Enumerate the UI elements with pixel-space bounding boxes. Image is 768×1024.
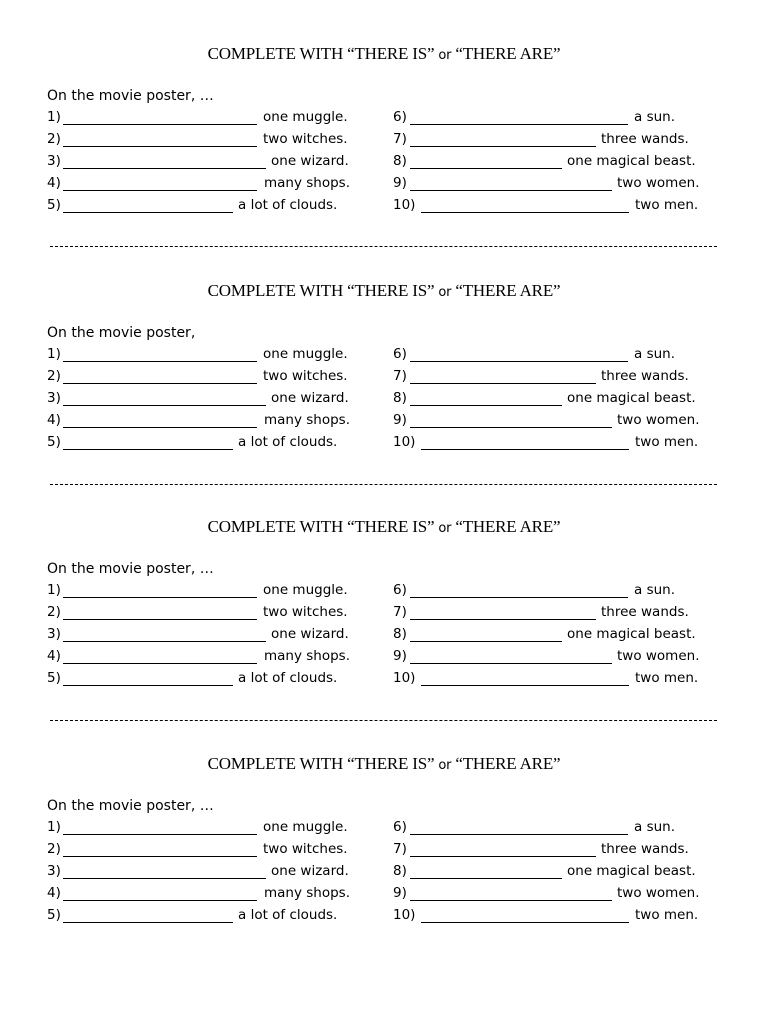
title-there-is: COMPLETE WITH “THERE IS”: [207, 281, 435, 300]
item-number: 3): [47, 863, 61, 879]
item-number: 7): [393, 131, 407, 147]
section-intro: On the movie poster,: [47, 325, 196, 341]
item-text: two men.: [635, 434, 699, 450]
title-there-are: “THERE ARE”: [455, 517, 561, 536]
exercise-item: [0, 648, 768, 668]
item-text: a lot of clouds.: [238, 670, 338, 686]
answer-blank[interactable]: [410, 131, 596, 147]
item-number: 4): [47, 885, 61, 901]
answer-blank[interactable]: [410, 648, 612, 664]
item-number: 7): [393, 604, 407, 620]
title-there-is: COMPLETE WITH “THERE IS”: [207, 44, 435, 63]
item-number: 5): [47, 434, 61, 450]
item-text: a lot of clouds.: [238, 197, 338, 213]
answer-blank[interactable]: [421, 434, 629, 450]
answer-blank[interactable]: [410, 412, 612, 428]
exercise-item: [0, 626, 768, 646]
exercise-item: [0, 412, 768, 432]
answer-blank[interactable]: [421, 670, 629, 686]
title-or: or: [438, 521, 452, 536]
item-text: one muggle.: [263, 346, 348, 362]
item-text: a sun.: [634, 109, 676, 125]
item-text: one muggle.: [263, 109, 348, 125]
item-text: two men.: [635, 670, 699, 686]
item-number: 1): [47, 582, 61, 598]
exercise-item: [0, 885, 768, 905]
exercise-item: [0, 109, 768, 129]
item-text: two women.: [617, 175, 700, 191]
answer-blank[interactable]: [410, 153, 562, 169]
title-or: or: [438, 758, 452, 773]
item-number: 3): [47, 153, 61, 169]
item-text: a lot of clouds.: [238, 907, 338, 923]
answer-blank[interactable]: [410, 175, 612, 191]
exercise-item: [0, 368, 768, 388]
title-there-are: “THERE ARE”: [455, 281, 561, 300]
exercise-item: [0, 197, 768, 217]
answer-blank[interactable]: [410, 841, 596, 857]
item-number: 10): [393, 907, 416, 923]
item-number: 1): [47, 109, 61, 125]
item-text: two witches.: [263, 131, 348, 147]
answer-blank[interactable]: [421, 907, 629, 923]
section-intro: On the movie poster, …: [47, 798, 214, 814]
item-number: 10): [393, 197, 416, 213]
item-text: one magical beast.: [567, 863, 696, 879]
item-text: three wands.: [601, 604, 689, 620]
title-there-are: “THERE ARE”: [455, 44, 561, 63]
section-title: [0, 44, 768, 64]
item-text: one muggle.: [263, 582, 348, 598]
item-text: two witches.: [263, 368, 348, 384]
item-text: many shops.: [264, 175, 351, 191]
section-title: [0, 754, 768, 774]
item-text: two witches.: [263, 841, 348, 857]
item-text: two women.: [617, 412, 700, 428]
item-number: 5): [47, 197, 61, 213]
answer-blank[interactable]: [410, 368, 596, 384]
answer-blank[interactable]: [410, 885, 612, 901]
item-number: 4): [47, 648, 61, 664]
item-text: one wizard.: [271, 390, 349, 406]
item-text: many shops.: [264, 885, 351, 901]
item-number: 3): [47, 626, 61, 642]
item-text: one wizard.: [271, 153, 349, 169]
exercise-item: [0, 604, 768, 624]
exercise-item: [0, 841, 768, 861]
item-number: 2): [47, 368, 61, 384]
item-number: 9): [393, 648, 407, 664]
item-text: one wizard.: [271, 626, 349, 642]
item-text: one muggle.: [263, 819, 348, 835]
item-number: 5): [47, 670, 61, 686]
item-number: 10): [393, 670, 416, 686]
item-text: two women.: [617, 648, 700, 664]
answer-blank[interactable]: [410, 626, 562, 642]
item-text: two men.: [635, 907, 699, 923]
item-number: 1): [47, 346, 61, 362]
item-number: 8): [393, 153, 407, 169]
dashed-separator: [50, 720, 717, 721]
item-number: 9): [393, 175, 407, 191]
item-number: 2): [47, 841, 61, 857]
item-text: many shops.: [264, 412, 351, 428]
item-number: 10): [393, 434, 416, 450]
answer-blank[interactable]: [410, 604, 596, 620]
exercise-item: [0, 582, 768, 602]
item-number: 8): [393, 626, 407, 642]
item-number: 7): [393, 368, 407, 384]
title-or: or: [438, 48, 452, 63]
item-number: 5): [47, 907, 61, 923]
item-text: three wands.: [601, 368, 689, 384]
answer-blank[interactable]: [410, 109, 628, 125]
item-number: 3): [47, 390, 61, 406]
answer-blank[interactable]: [421, 197, 629, 213]
section-title: [0, 281, 768, 301]
item-text: many shops.: [264, 648, 351, 664]
item-number: 6): [393, 582, 407, 598]
item-number: 2): [47, 604, 61, 620]
answer-blank[interactable]: [410, 582, 628, 598]
section-intro: On the movie poster, …: [47, 88, 214, 104]
item-text: a sun.: [634, 346, 676, 362]
item-text: two witches.: [263, 604, 348, 620]
item-number: 6): [393, 819, 407, 835]
item-number: 9): [393, 885, 407, 901]
item-text: two men.: [635, 197, 699, 213]
exercise-item: [0, 819, 768, 839]
item-text: three wands.: [601, 841, 689, 857]
title-there-is: COMPLETE WITH “THERE IS”: [207, 517, 435, 536]
exercise-item: [0, 907, 768, 927]
item-text: one wizard.: [271, 863, 349, 879]
item-text: one magical beast.: [567, 390, 696, 406]
answer-blank[interactable]: [410, 863, 562, 879]
dashed-separator: [50, 484, 717, 485]
item-text: a sun.: [634, 819, 676, 835]
item-text: a lot of clouds.: [238, 434, 338, 450]
title-there-are: “THERE ARE”: [455, 754, 561, 773]
item-number: 6): [393, 109, 407, 125]
section-intro: On the movie poster, …: [47, 561, 214, 577]
item-number: 7): [393, 841, 407, 857]
exercise-item: [0, 863, 768, 883]
item-number: 6): [393, 346, 407, 362]
answer-blank[interactable]: [410, 346, 628, 362]
item-text: a sun.: [634, 582, 676, 598]
dashed-separator: [50, 246, 717, 247]
exercise-item: [0, 153, 768, 173]
answer-blank[interactable]: [410, 819, 628, 835]
exercise-item: [0, 434, 768, 454]
exercise-item: [0, 670, 768, 690]
section-title: [0, 517, 768, 537]
item-text: one magical beast.: [567, 153, 696, 169]
item-number: 1): [47, 819, 61, 835]
item-number: 2): [47, 131, 61, 147]
item-number: 4): [47, 412, 61, 428]
item-text: three wands.: [601, 131, 689, 147]
title-there-is: COMPLETE WITH “THERE IS”: [207, 754, 435, 773]
answer-blank[interactable]: [410, 390, 562, 406]
item-number: 8): [393, 863, 407, 879]
item-number: 8): [393, 390, 407, 406]
exercise-item: [0, 390, 768, 410]
exercise-item: [0, 346, 768, 366]
item-text: one magical beast.: [567, 626, 696, 642]
exercise-item: [0, 175, 768, 195]
title-or: or: [438, 285, 452, 300]
item-text: two women.: [617, 885, 700, 901]
exercise-item: [0, 131, 768, 151]
item-number: 9): [393, 412, 407, 428]
item-number: 4): [47, 175, 61, 191]
